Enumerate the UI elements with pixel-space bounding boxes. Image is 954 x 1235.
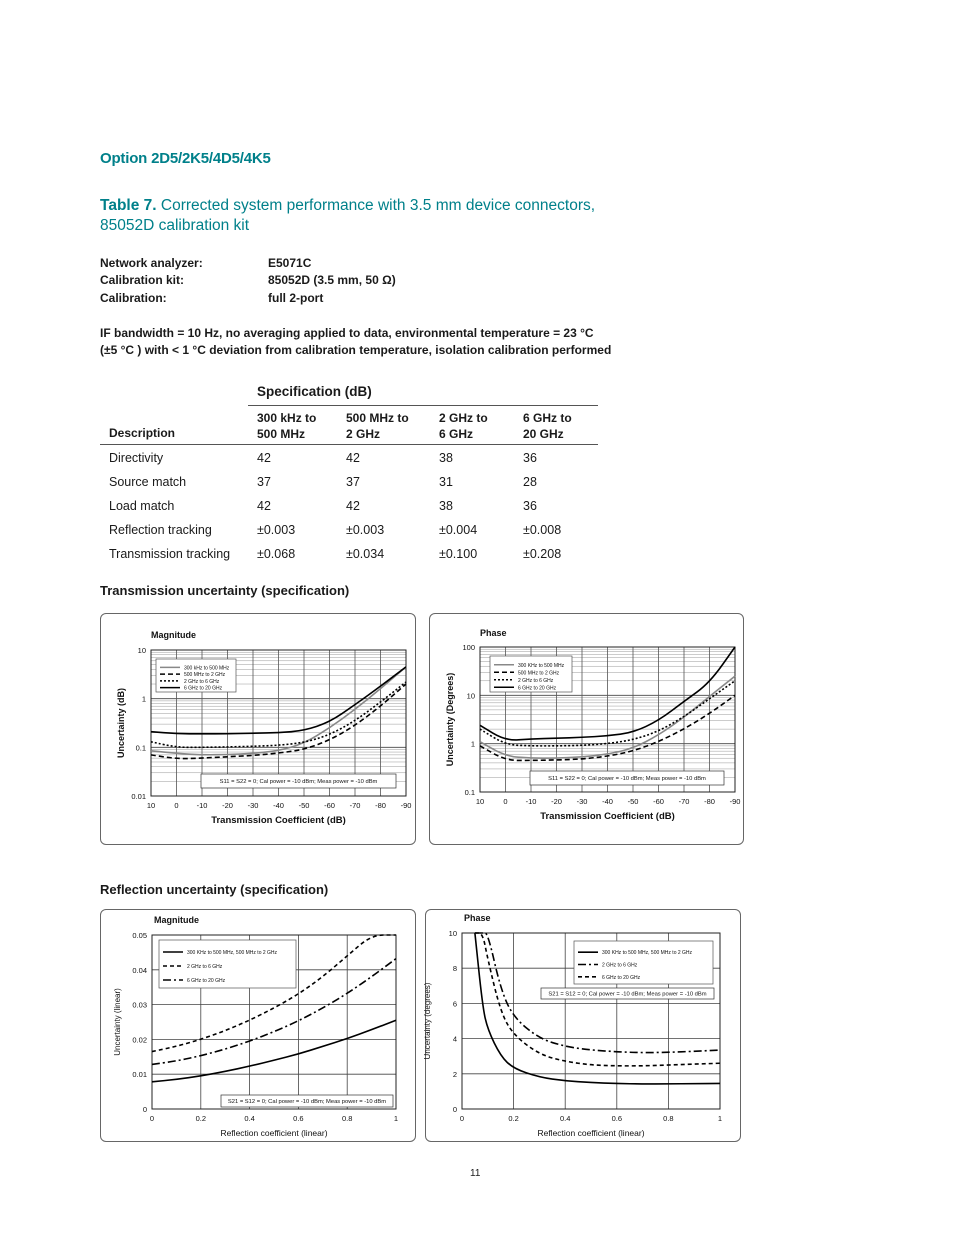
note-text: S21 = S12 = 0; Cal power = -10 dBm; Meas power = -10 dBm xyxy=(227,1099,387,1106)
cell-value: ±0.003 xyxy=(346,523,385,537)
x-tick-label: -40 xyxy=(273,801,284,810)
cell-value: 37 xyxy=(346,475,360,489)
x-tick-label: 1 xyxy=(717,1114,723,1123)
table-title xyxy=(100,196,620,236)
x-tick-label: 0.2 xyxy=(508,1114,519,1123)
cell-value: 38 xyxy=(439,499,453,513)
y-tick-label: 0.02 xyxy=(132,1035,147,1045)
legend-label: 2 GHz to 6 GHz xyxy=(602,962,638,969)
legend-label: 500 MHz to 2 GHz xyxy=(184,672,226,679)
y-tick-label: 0.1 xyxy=(135,743,146,753)
legend-label: 6 GHz to 20 GHz xyxy=(187,978,226,984)
conditions-line: IF bandwidth = 10 Hz, no averaging applied to data, environmental temperature = 23 °C xyxy=(100,326,594,340)
row-description: Directivity xyxy=(109,451,164,465)
x-tick-label: -80 xyxy=(704,797,715,806)
x-tick-label: -30 xyxy=(247,801,259,810)
column-header: 300 kHz to 500 MHz xyxy=(257,411,317,441)
chart-title: Phase xyxy=(480,628,507,638)
reflection-section-title: Reflection uncertainty (specification) xyxy=(100,882,329,897)
x-tick-label: 10 xyxy=(475,797,485,806)
x-tick-label: -50 xyxy=(298,801,310,810)
chart-title: Magnitude xyxy=(154,915,199,925)
setup-value: E5071C xyxy=(268,256,312,270)
chart-svg xyxy=(423,910,740,1141)
x-tick-label: 10 xyxy=(146,801,156,810)
legend-label: 2 GHz to 6 GHz xyxy=(518,677,554,684)
description-header: Description xyxy=(109,426,176,440)
y-tick-label: 2 xyxy=(452,1069,457,1079)
y-tick-label: 10 xyxy=(448,929,457,938)
cell-value: 36 xyxy=(523,499,537,513)
x-tick-label: 0.6 xyxy=(611,1114,623,1123)
row-description: Load match xyxy=(109,499,175,513)
x-tick-label: -20 xyxy=(222,801,233,810)
x-tick-label: -10 xyxy=(525,797,537,806)
y-tick-label: 0.04 xyxy=(132,965,147,975)
cell-value: ±0.068 xyxy=(257,547,296,561)
cell-value: 42 xyxy=(257,451,271,465)
legend-label: 300 KHz to 500 MHz, 500 MHz to 2 GHz xyxy=(602,950,693,957)
cell-value: 38 xyxy=(439,451,453,465)
note-text: S21 = S12 = 0; Cal power = -10 dBm; Meas power = -10 dBm xyxy=(548,991,707,998)
y-tick-label: 4 xyxy=(452,1034,457,1044)
cell-value: 36 xyxy=(523,451,537,465)
cell-value: 42 xyxy=(346,451,360,465)
x-tick-label: -70 xyxy=(349,801,361,810)
x-tick-label: 0.2 xyxy=(195,1114,207,1123)
x-axis-label: Reflection coefficient (linear) xyxy=(537,1128,645,1138)
legend-label: 300 KHz to 500 MHz xyxy=(518,662,565,669)
x-tick-label: 0.4 xyxy=(244,1114,255,1123)
cell-value: ±0.003 xyxy=(257,523,296,537)
column-header: 2 GHz to 6 GHz xyxy=(439,411,488,441)
x-axis-label: Reflection coefficient (linear) xyxy=(220,1128,328,1138)
table-rule xyxy=(100,444,598,445)
cell-value: ±0.034 xyxy=(346,547,385,561)
x-tick-label: 0.8 xyxy=(663,1114,674,1123)
x-tick-label: 1 xyxy=(393,1114,399,1123)
x-tick-label: 0 xyxy=(503,797,508,806)
cell-value: 28 xyxy=(523,475,537,489)
test-conditions xyxy=(100,325,640,359)
legend-label: 6 GHz to 20 GHz xyxy=(184,685,223,692)
y-tick-label: 6 xyxy=(452,999,457,1009)
y-tick-label: 0.03 xyxy=(132,1000,147,1010)
cell-value: 31 xyxy=(439,475,453,489)
y-tick-label: 8 xyxy=(452,964,457,974)
table-rule xyxy=(248,405,598,406)
setup-label: Calibration: xyxy=(100,291,167,305)
y-axis-label: Uncertainty (dB) xyxy=(116,687,126,759)
chart-title: Magnitude xyxy=(151,630,196,640)
y-tick-label: 10 xyxy=(137,646,146,655)
row-description: Transmission tracking xyxy=(109,547,231,561)
cell-value: 37 xyxy=(257,475,271,489)
y-tick-label: 0.05 xyxy=(132,931,147,940)
legend-label: 6 GHz to 20 GHz xyxy=(602,974,641,981)
x-tick-label: -40 xyxy=(602,797,613,806)
x-tick-label: 0 xyxy=(149,1114,155,1123)
y-tick-label: 0 xyxy=(452,1105,457,1114)
y-tick-label: 10 xyxy=(466,691,475,701)
cell-value: 42 xyxy=(346,499,360,513)
page-number: 11 xyxy=(470,1168,481,1179)
x-tick-label: 0.6 xyxy=(293,1114,304,1123)
x-tick-label: 0.4 xyxy=(559,1114,571,1123)
transmission-magnitude-chart xyxy=(100,613,416,845)
transmission-phase-chart xyxy=(429,613,744,845)
chart-title: Phase xyxy=(464,913,491,923)
setup-row-calibration xyxy=(100,291,324,305)
x-tick-label: -90 xyxy=(729,797,741,806)
option-heading: Option 2D5/2K5/4D5/4K5 xyxy=(100,150,271,167)
chart-svg xyxy=(101,910,415,1141)
legend-label: 300 kHz to 500 MHz xyxy=(184,665,230,672)
legend-label: 2 GHz to 6 GHz xyxy=(187,964,223,970)
chart-svg xyxy=(101,614,415,844)
row-description: Source match xyxy=(109,475,187,489)
note-text: S11 = S22 = 0; Cal power = -10 dBm; Meas power = -10 dBm xyxy=(219,779,378,786)
y-tick-label: 1 xyxy=(470,739,475,749)
x-tick-label: 0 xyxy=(174,801,179,810)
x-tick-label: -20 xyxy=(551,797,562,806)
column-header: 6 GHz to 20 GHz xyxy=(523,411,572,441)
column-header: 500 MHz to 2 GHz xyxy=(346,411,409,441)
x-axis-label: Transmission Coefficient (dB) xyxy=(211,815,346,826)
x-tick-label: -50 xyxy=(627,797,639,806)
series-line xyxy=(152,1020,396,1082)
x-tick-label: -60 xyxy=(653,797,664,806)
table-title-label: Table 7. xyxy=(100,197,157,214)
legend-label: 300 KHz to 500 MHz, 500 MHz to 2 GHz xyxy=(187,950,278,956)
y-axis-label: Uncertainty (Degrees) xyxy=(445,672,455,767)
cell-value: ±0.100 xyxy=(439,547,478,561)
note-text: S11 = S22 = 0; Cal power = -10 dBm; Meas power = -10 dBm xyxy=(548,776,706,783)
setup-value: 85052D (3.5 mm, 50 Ω) xyxy=(268,273,396,287)
y-axis-label: Uncertainty (linear) xyxy=(113,988,122,1056)
conditions-line: (±5 °C ) with < 1 °C deviation from calibration temperature, isolation calibration performed xyxy=(100,343,612,357)
x-tick-label: 0 xyxy=(459,1114,465,1123)
y-tick-label: 0.01 xyxy=(132,1070,147,1080)
y-tick-label: 1 xyxy=(141,694,146,704)
x-tick-label: -30 xyxy=(576,797,588,806)
setup-row-analyzer xyxy=(100,256,312,270)
chart-svg xyxy=(430,614,743,844)
y-tick-label: 0.1 xyxy=(464,788,475,797)
reflection-magnitude-chart xyxy=(100,909,416,1142)
y-tick-label: 0 xyxy=(142,1105,147,1114)
row-description: Reflection tracking xyxy=(109,523,212,537)
x-tick-label: -80 xyxy=(375,801,386,810)
setup-label: Network analyzer: xyxy=(100,256,203,270)
table-title-text: Corrected system performance with 3.5 mm device connectors, 85052D calibration kit xyxy=(100,197,596,234)
x-tick-label: -10 xyxy=(196,801,208,810)
cell-value: ±0.004 xyxy=(439,523,478,537)
cell-value: ±0.008 xyxy=(523,523,562,537)
spec-group-header: Specification (dB) xyxy=(257,384,372,399)
x-tick-label: 0.8 xyxy=(341,1114,353,1123)
y-axis-label: Uncertainty (degrees) xyxy=(423,982,432,1060)
y-tick-label: 0.01 xyxy=(131,792,146,801)
transmission-section-title: Transmission uncertainty (specification) xyxy=(100,583,350,598)
legend-label: 500 MHz to 2 GHz xyxy=(518,670,560,677)
cell-value: 42 xyxy=(257,499,271,513)
y-tick-label: 100 xyxy=(462,643,475,652)
setup-label: Calibration kit: xyxy=(100,273,185,287)
reflection-phase-chart xyxy=(425,909,741,1142)
cell-value: ±0.208 xyxy=(523,547,562,561)
x-tick-label: -90 xyxy=(400,801,412,810)
legend-label: 2 GHz to 6 GHz xyxy=(184,678,220,685)
x-tick-label: -70 xyxy=(678,797,690,806)
setup-value: full 2-port xyxy=(268,291,324,305)
x-axis-label: Transmission Coefficient (dB) xyxy=(540,811,675,822)
setup-row-calkit xyxy=(100,273,396,287)
legend-label: 6 GHz to 20 GHz xyxy=(518,685,557,692)
x-tick-label: -60 xyxy=(324,801,335,810)
